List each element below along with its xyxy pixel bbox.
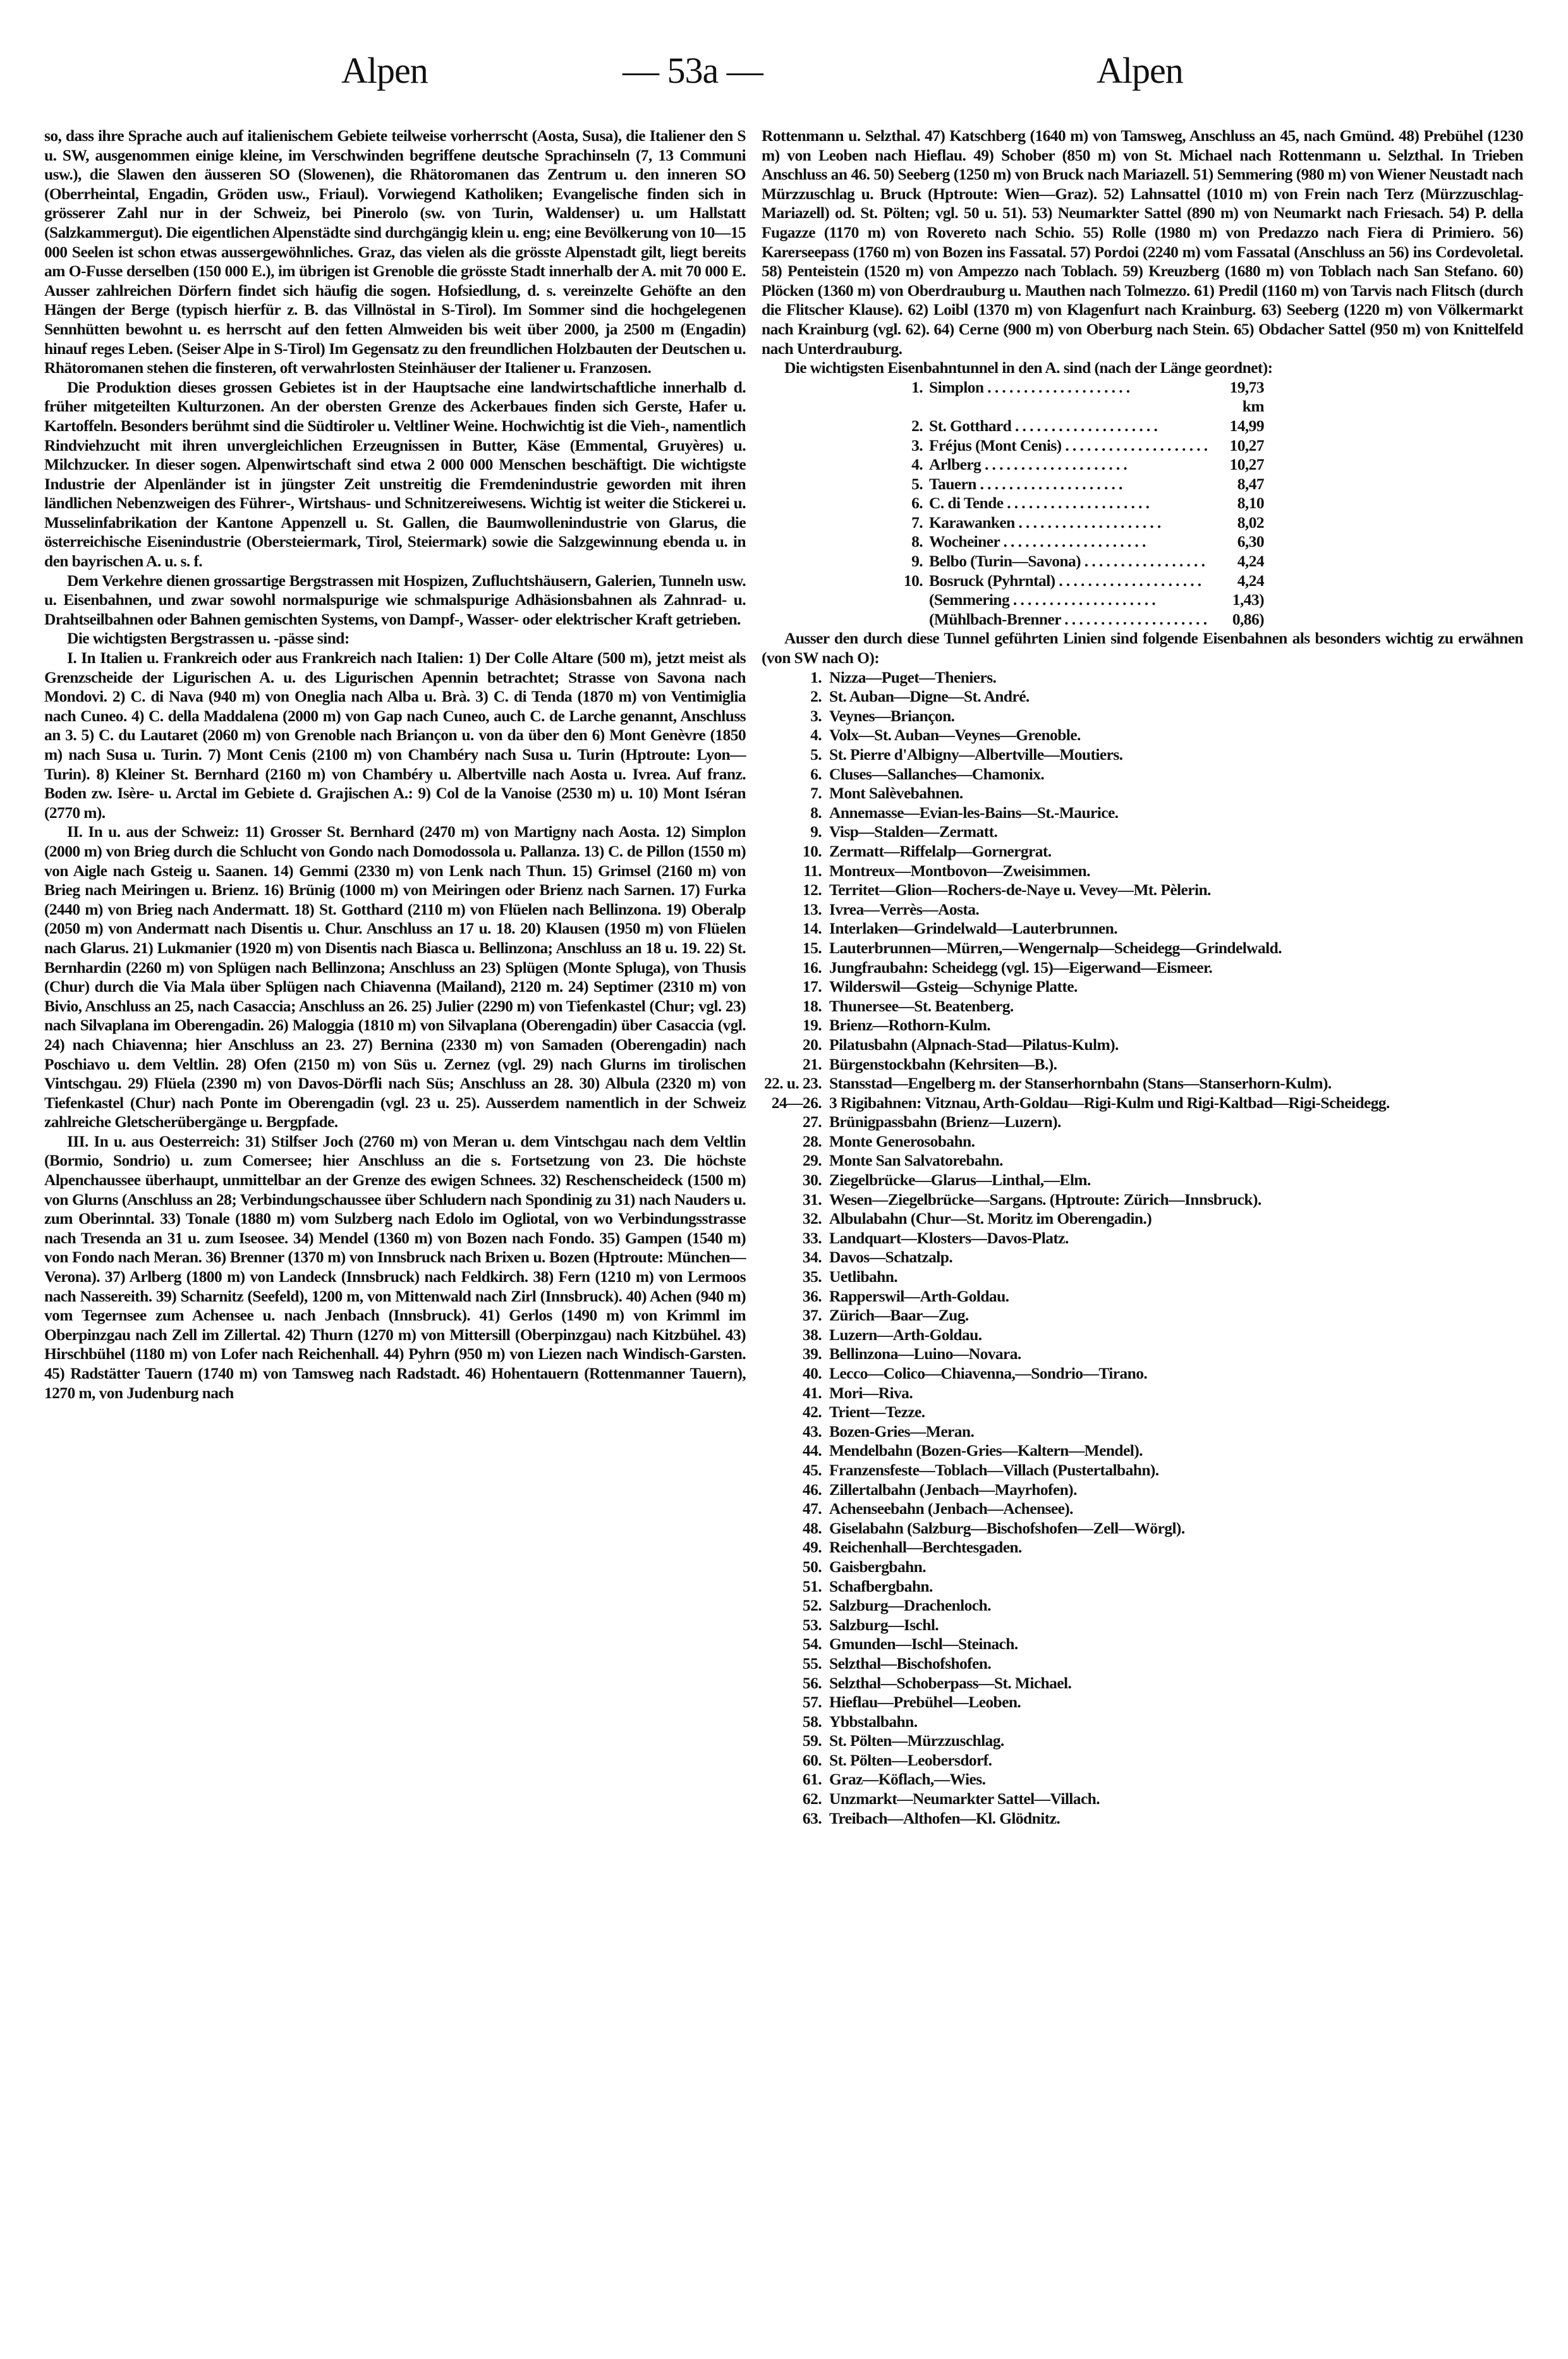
left-column [44, 126, 746, 1403]
paragraph-population: so, dass ihre Sprache auch auf italienischem Gebiete teilweise vorherrscht (Aosta, Susa), die Italiener den S u. SW, ausgenommen einige kleine, im Verschwinden begriffene deutsche Sprachinseln (7, 13 Communi usw.), die Slawen den äusseren SO (Slowenen), die Rhätoromanen das Zentrum u. den inneren SO (Oberrheintal, Engadin, Gröden usw., Friaul). Vorwiegend Katholiken; Evangelische finden sich in grösserer Zahl nur in der Schweiz, bei Pinerolo (sw. von Turin, Waldenser) u. um Hallstatt (Salzkammergut). Die eigentlichen Alpenstädte sind durchgängig klein u. eng; eine Bevölkerung von 10—15 000 Seelen ist schon etwas aussergewöhnliches. Graz, das vielen als die grösste Alpenstadt gilt, liegt bereits am O-Fusse derselben (150 000 E.), im übrigen ist Grenoble die grösste Stadt innerhalb der A. mit 70 000 E. Ausser zahlreichen Dörfern findet sich häufig die sogen. Hofsiedlung, d. s. vereinzelte Gehöfte an den Hängen der Berge (typisch hierfür z. B. das Villnöstal in S-Tirol). Im Sommer sind die hochgelegenen Sennhütten bewohnt u. es herrscht auf den fetten Almweiden bis weit über 2000, ja 2500 m (Engadin) hinauf reges Leben. (Seiser Alpe in S-Tirol) Im Gegensatz zu den freundlichen Holzbauten der Deutschen u. Rhätoromanen stehen die finsteren, oft verwahrlosten Steinhäuser der Italiener u. Franzosen. [44, 126, 746, 377]
railway-route: Interlaken—Grindelwald—Lauterbrunnen. [829, 919, 1117, 938]
railway-number: 11. [803, 861, 822, 880]
railway-route: Mori—Riva. [829, 1383, 913, 1402]
railway-number: 2. [810, 687, 822, 706]
railway-route: Bellinzona—Luino—Novara. [829, 1344, 1021, 1363]
railway-number: 15. [802, 938, 822, 957]
tunnel-length: 6,30 [1237, 532, 1264, 551]
railway-route: Veynes—Briançon. [829, 706, 955, 725]
railway-number: 28. [802, 1131, 822, 1150]
railway-route: St. Pölten—Mürzzuschlag. [829, 1731, 1004, 1750]
tunnel-name: Fréjus (Mont Cenis) . . . [929, 436, 1207, 456]
railway-number: 54. [802, 1635, 822, 1654]
railway-route: Nizza—Puget—Theniers. [829, 667, 997, 686]
railway-route: Selzthal—Schoberpass—St. Michael. [829, 1673, 1072, 1692]
railway-number: 53. [802, 1615, 822, 1634]
railway-number: 16. [802, 958, 822, 977]
railway-number: 61. [802, 1770, 822, 1789]
tunnel-name: Arlberg . . . [929, 455, 1207, 475]
railway-route: Albulabahn (Chur—St. Moritz im Oberengadin.) [829, 1209, 1152, 1228]
railway-number: 30. [802, 1171, 822, 1190]
railway-number: 1. [810, 667, 822, 686]
railway-route: Mendelbahn (Bozen-Gries—Kaltern—Mendel). [829, 1441, 1143, 1460]
railway-route: Bozen-Gries—Meran. [829, 1422, 975, 1441]
railway-number: 4. [810, 726, 822, 745]
railway-number: 50. [802, 1557, 822, 1576]
railway-route: Treibach—Althofen—Kl. Glödnitz. [829, 1808, 1061, 1827]
tunnel-number [891, 590, 929, 610]
railway-route: Visp—Stalden—Zermatt. [829, 822, 998, 841]
page-number: — 53a — [623, 50, 763, 91]
railway-route: Ybbstalbahn. [829, 1712, 918, 1731]
railway-route: Stansstad—Engelberg m. der Stanserhornbahn (Stans—Stanserhorn-Kulm). [829, 1074, 1332, 1093]
railway-number: 44. [802, 1441, 822, 1460]
railway-route: Jungfraubahn: Scheidegg (vgl. 15)—Eigerwand—Eismeer. [829, 958, 1213, 977]
railway-route: Brienz—Rothorn-Kulm. [829, 1016, 991, 1035]
tunnel-number: 6. [911, 494, 923, 513]
right-column [762, 126, 1523, 1828]
paragraph-tunnels-intro: Die wichtigsten Eisenbahntunnel in den A. sind (nach der Länge geordnet): [784, 358, 1273, 377]
railway-number: 36. [802, 1286, 822, 1305]
railway-route: Mont Salèvebahnen. [829, 784, 963, 803]
railway-number: 31. [802, 1190, 822, 1209]
tunnel-name: C. di Tende . . . [929, 494, 1207, 513]
running-head-left: Alpen [341, 50, 428, 91]
railway-route: Luzern—Arth-Goldau. [829, 1325, 982, 1344]
tunnel-name: Belbo (Turin—Savona) . . . [929, 552, 1207, 571]
railway-route: Wesen—Ziegelbrücke—Sargans. (Hptroute: Zürich—Innsbruck). [829, 1190, 1261, 1209]
tunnel-name: Bosruck (Pyhrntal) . . . [929, 571, 1207, 591]
railway-route: Zillertalbahn (Jenbach—Mayrhofen). [829, 1480, 1077, 1499]
tunnel-number: 4. [911, 455, 923, 474]
railway-number: 62. [802, 1789, 822, 1808]
railway-number: 5. [810, 745, 822, 764]
railway-number: 19. [802, 1016, 822, 1035]
railway-route: St. Pölten—Leobersdorf. [829, 1750, 992, 1769]
railway-number: 49. [802, 1538, 822, 1557]
tunnel-length: 1,43) [1232, 590, 1264, 609]
railway-number: 3. [810, 706, 822, 725]
railway-route: Selzthal—Bischofshofen. [829, 1654, 992, 1673]
railway-route: Ivrea—Verrès—Aosta. [829, 899, 980, 918]
railway-number: 34. [802, 1248, 822, 1267]
paragraph-passes-austria: III. In u. aus Oesterreich: 31) Stilfser Joch (2760 m) von Meran u. dem Vintschgau nach dem Veltlin (Bormio, Sondrio) u. zum Comersee; hier Anschluss an die s. Fortsetzung von 23. Die höchste Alpenchaussee überhaupt, unmittelbar an der Grenze des ewigen Schnees. 32) Reschenscheideck (1500 m) von Glurns (Anschluss an 28; Verbindungschaussee über Schludern nach Spondinig zu 31) nach Nauders u. zum Oberinntal. 33) Tonale (1880 m) vom Sulzberg nach Edolo im Ogliotal, von wo Verbindungsstrasse nach Tresenda an 31 u. zum Iseosee. 34) Mendel (1360 m) von Bozen nach Fondo. 35) Gampen (1540 m) von Fondo nach Meran. 36) Brenner (1370 m) von Innsbruck nach Brixen u. Bozen (Hptroute: München—Verona). 37) Arlberg (1800 m) von Landeck (Innsbruck) nach Feldkirch. 38) Fern (1210 m) von Lermoos nach Nassereith. 39) Scharnitz (Seefeld), 1200 m, von Mittenwald nach Zirl (Innsbruck). 40) Achen (940 m) vom Tegernsee zum Achensee u. nach Jenbach (Innsbruck). 41) Gerlos (1490 m) von Krimml im Oberpinzgau nach Zell im Zillertal. 42) Thurn (1270 m) von Mittersill (Oberpinzgau) nach Kitzbühel. 43) Hirschbühel (1180 m) von Lofer nach Reichenhall. 44) Pyhrn (950 m) von Liezen nach Windisch-Garsten. 45) Radstätter Tauern (1740 m) von Tamsweg nach Radstadt. 46) Hohentauern (Rottenmanner Tauern), 1270 m, von Judenburg nach [44, 1131, 746, 1402]
tunnel-name: St. Gotthard . . . [929, 417, 1207, 436]
railway-route: Schafbergbahn. [829, 1576, 933, 1595]
railway-route: Volx—St. Auban—Veynes—Grenoble. [829, 726, 1081, 745]
railway-route: Giselabahn (Salzburg—Bischofshofen—Zell—Wörgl). [829, 1518, 1185, 1537]
tunnel-name: Wocheiner . . . [929, 532, 1207, 552]
railway-route: Lauterbrunnen—Mürren,—Wengernalp—Scheidegg—Grindelwald. [829, 938, 1282, 957]
tunnel-name: (Semmering . . . [929, 590, 1207, 610]
railway-route: Wilderswil—Gsteig—Schynige Platte. [829, 977, 1078, 996]
railway-route: Brünigpassbahn (Brienz—Luzern). [829, 1112, 1061, 1131]
railway-route: Rapperswil—Arth-Goldau. [829, 1286, 1009, 1305]
railway-number: 35. [802, 1267, 822, 1286]
tunnel-number: 2. [911, 416, 923, 435]
railway-number: 24—26. [771, 1093, 822, 1112]
tunnel-number: 1. [911, 377, 923, 396]
tunnel-length: 10,27 [1229, 455, 1264, 474]
railway-number: 39. [802, 1344, 822, 1363]
railway-route: Cluses—Sallanches—Chamonix. [829, 764, 1045, 783]
paragraph-railways-intro: Ausser den durch diese Tunnel geführten Linien sind folgende Eisenbahnen als besonders wichtig zu erwähnen (von SW nach O): [762, 629, 1523, 667]
railway-number: 27. [802, 1112, 822, 1131]
railway-route: Salzburg—Ischl. [829, 1615, 939, 1634]
railway-number: 33. [802, 1228, 822, 1247]
railway-number: 13. [802, 899, 822, 918]
running-head-right: Alpen [1097, 50, 1183, 91]
railway-number: 48. [802, 1518, 822, 1537]
railway-number: 22. u. 23. [763, 1074, 822, 1093]
railway-route: Gmunden—Ischl—Steinach. [829, 1635, 1018, 1654]
tunnel-length: 4,24 [1237, 552, 1264, 571]
tunnel-number [891, 610, 929, 630]
tunnel-number: 10. [903, 571, 923, 590]
railway-number: 37. [802, 1306, 822, 1325]
railway-route: St. Auban—Digne—St. André. [829, 687, 1030, 706]
railway-number: 29. [802, 1151, 822, 1170]
railway-route: Zürich—Baar—Zug. [829, 1306, 969, 1325]
railway-route: Davos—Schatzalp. [829, 1248, 953, 1267]
railway-number: 17. [802, 977, 822, 996]
tunnel-length: 8,10 [1237, 494, 1264, 513]
tunnel-number: 3. [911, 436, 923, 454]
railway-number: 21. [802, 1054, 822, 1073]
paragraph-passes-continued: Rottenmann u. Selzthal. 47) Katschberg (1640 m) von Tamsweg, Anschluss an 45, nach Gmünd. 48) Prebühel (1230 m) von Leoben nach Hieflau. 49) Schober (850 m) von St. Michael nach Rottenmann u. Selzthal. In Trieben Anschluss an 46. 50) Seeberg (1250 m) von Bruck nach Mariazell. 51) Semmering (980 m) von Wiener Neustadt nach Mürzzuschlag u. Bruck (Hptroute: Wien—Graz). 52) Lahnsattel (1010 m) von Frein nach Terz (Mürzzuschlag-Mariazell) od. St. Pölten; vgl. 50 u. 51). 53) Neumarkter Sattel (890 m) von Neumarkt nach Friesach. 54) P. della Fugazze (1170 m) von Rovereto nach Schio. 55) Rolle (1980 m) von Predazzo nach Fiera di Primiero. 56) Karerseepass (1760 m) von Bozen ins Fassatal. 57) Pordoi (2240 m) vom Fassatal (Anschluss an 56) ins Cordevoletal. 58) Penteistein (1520 m) von Ampezzo nach Toblach. 59) Kreuzberg (1680 m) von Toblach nach San Stefano. 60) Plöcken (1360 m) von Oberdrauburg u. Mauthen nach Tolmezzo. 61) Predil (1160 m) von Tarvis nach Flitsch (durch die Flitscher Klause). 62) Loibl (1370 m) von Klagenfurt nach Krainburg. 63) Seeberg (1220 m) von Völkermarkt nach Krainburg (vgl. 62). 64) Cerne (900 m) von Oberburg nach Stein. 65) Obdacher Sattel (950 m) von Knittelfeld nach Unterdrauburg. [762, 126, 1523, 358]
railway-route: Landquart—Klosters—Davos-Platz. [829, 1228, 1069, 1247]
tunnel-number: 9. [911, 552, 923, 571]
tunnel-name: Simplon . . . [929, 378, 1207, 417]
railway-number: 51. [802, 1576, 822, 1595]
railway-route: Monte San Salvatorebahn. [829, 1151, 1003, 1170]
railway-route: Graz—Köflach,—Wies. [829, 1770, 986, 1789]
railway-route: Pilatusbahn (Alpnach-Stad—Pilatus-Kulm). [829, 1035, 1119, 1054]
railway-number: 9. [810, 822, 822, 841]
railway-number: 41. [802, 1383, 822, 1402]
railway-route: Uetlibahn. [829, 1267, 898, 1286]
railway-route: 3 Rigibahnen: Vitznau, Arth-Goldau—Rigi-Kulm und Rigi-Kaltbad—Rigi-Scheidegg. [829, 1093, 1390, 1112]
railway-list [762, 668, 1523, 1829]
tunnel-name: Karawanken . . . [929, 513, 1207, 533]
tunnel-length: 8,47 [1237, 474, 1264, 493]
railway-number: 32. [802, 1209, 822, 1228]
railway-number: 43. [802, 1422, 822, 1441]
tunnel-number: 5. [911, 474, 923, 493]
railway-route: Reichenhall—Berchtesgaden. [829, 1538, 1022, 1557]
railway-number: 47. [802, 1499, 822, 1518]
railway-route: Trient—Tezze. [829, 1403, 925, 1422]
railway-number: 57. [802, 1693, 822, 1712]
railway-route: Gaisbergbahn. [829, 1557, 927, 1576]
railway-number: 45. [802, 1460, 822, 1479]
railway-number: 60. [802, 1750, 822, 1769]
railway-number: 63. [802, 1808, 822, 1827]
tunnel-length: 8,02 [1237, 513, 1264, 532]
paragraph-production: Die Produktion dieses grossen Gebietes ist in der Hauptsache eine landwirtschaftliche innerhalb d. früher mitgeteilten Kulturzonen. An der obersten Grenze des Ackerbaues finden sich Gerste, Hafer u. Kartoffeln. Besonders berühmt sind die Südtiroler u. Veltliner Weine. Hochwichtig ist die Vieh-, namentlich Rindviehzucht mit ihren unvergleichlichen Erzeugnissen in Butter, Käse (Emmental, Gruyères) u. Milchzucker. In dieser sogen. Alpenwirtschaft sind etwa 2 000 000 Menschen beschäftigt. Die wichtigste Industrie der Alpenländer ist in jüngster Zeit unstreitig die Fremdenindustrie geworden mit ihren ländlichen Nebenzweigen des Führer-, Wirtshaus- und Schnitzereiwesens. Wichtig ist weiter die Stickerei u. Musselinfabrikation der Kantone Appenzell u. St. Gallen, die Baumwollenindustrie von Glarus, die österreichische Eisenindustrie (Obersteiermark, Tirol, Steiermark) sowie die Salzgewinnung ebenda u. in den bayrischen A. u. s. f. [44, 377, 746, 571]
railway-route: Ziegelbrücke—Glarus—Linthal,—Elm. [829, 1171, 1091, 1190]
railway-number: 8. [810, 803, 822, 822]
railway-number: 40. [802, 1364, 822, 1382]
railway-number: 20. [802, 1035, 822, 1054]
railway-number: 7. [810, 784, 822, 803]
railway-route: Lecco—Colico—Chiavenna,—Sondrio—Tirano. [829, 1364, 1148, 1382]
railway-route: Zermatt—Riffelalp—Gornergrat. [829, 841, 1052, 860]
paragraph-passes-switzerland: II. In u. aus der Schweiz: 11) Grosser St. Bernhard (2470 m) von Martigny nach Aosta. 12) Simplon (2000 m) von Brieg durch die Schlucht von Gondo nach Domodossola u. Pallanza. 13) C. de Pillon (1550 m) von Aigle nach Gsteig u. Saanen. 14) Gemmi (2330 m) von Lenk nach Thun. 15) Grimsel (2160 m) von Brieg nach Meiringen u. Brienz. 16) Brünig (1000 m) von Meiringen oder Brienz nach Sarnen. 17) Furka (2440 m) von Brieg nach Andermatt. 18) St. Gotthard (2110 m) von Flüelen nach Bellinzona. 19) Oberalp (2050 m) von Andermatt nach Disentis u. Chur. Anschluss an 17 u. 18. 20) Klausen (1950 m) von Flüelen nach Glarus. 21) Lukmanier (1920 m) von Disentis nach Biasca u. Bellinzona; Anschluss an 18 u. 19. 22) St. Bernhardin (2260 m) von Splügen nach Bellinzona; Anschluss an 23) Splügen (Monte Spluga), von Thusis (Chur) durch die Via Mala über Splügen nach Chiavenna (Mailand), 2120 m. 24) Septimer (2310 m) von Bivio, Anschluss an 25, nach Casaccia; Anschluss an 26. 25) Julier (2290 m) von Tiefenkastel (Chur; vgl. 23) nach Silvaplana im Oberengadin. 26) Maloggia (1810 m) von Silvaplana (Oberengadin) über Casaccia (vgl. 24) nach Chiavenna; hier Anschluss an 23. 27) Bernina (2330 m) von Samaden (Oberengadin) nach Poschiavo u. dem Veltlin. 28) Ofen (2150 m) von Süs u. Zernez (vgl. 29) nach Glurns im tirolischen Vintschgau. 29) Flüela (2390 m) von Davos-Dörfli nach Süs; Anschluss an 28. 30) Albula (2320 m) von Tiefenkastel (Chur) nach Ponte im Oberengadin (vgl. 23 u. 25). Ausserdem namentlich in der Schweiz zahlreiche Gletscherübergänge u. Bergpfade. [44, 822, 746, 1131]
railway-route: Monte Generosobahn. [829, 1131, 975, 1150]
railway-number: 12. [802, 881, 822, 899]
paragraph-passes-heading: Die wichtigsten Bergstrassen u. -pässe sind: [67, 629, 349, 648]
railway-number: 10. [802, 841, 822, 860]
railway-number: 52. [802, 1596, 822, 1615]
railway-route: Achenseebahn (Jenbach—Achensee). [829, 1499, 1073, 1518]
tunnel-number: 7. [911, 513, 923, 532]
railway-number: 6. [810, 764, 822, 783]
tunnel-length: 19,73 km [1229, 377, 1264, 416]
railway-route: Territet—Glion—Rochers-de-Naye u. Vevey—Mt. Pèlerin. [829, 881, 1211, 899]
railway-route: Hieflau—Prebühel—Leoben. [829, 1693, 1021, 1712]
railway-route: Bürgenstockbahn (Kehrsiten—B.). [829, 1054, 1057, 1073]
railway-route: Montreux—Montbovon—Zweisimmen. [829, 861, 1090, 880]
railway-route: Salzburg—Drachenloch. [829, 1596, 991, 1615]
tunnel-length: 10,27 [1229, 436, 1264, 454]
tunnel-length: 4,24 [1237, 571, 1264, 590]
railway-number: 18. [802, 996, 822, 1015]
paragraph-passes-italy-france: I. In Italien u. Frankreich oder aus Frankreich nach Italien: 1) Der Colle Altare (500 m), jetzt meist als Grenzscheide der Ligurischen A. u. des Ligurischen Apennin betrachtet; Strasse von Savona nach Mondovi. 2) C. di Nava (940 m) von Oneglia nach Alba u. Brà. 3) C. di Tenda (1870 m) von Ventimiglia nach Cuneo. 4) C. della Maddalena (2000 m) von Gap nach Cuneo, auch C. de Larche genannt, Anschluss an 3. 5) C. du Lautaret (2060 m) von Grenoble nach Briançon u. von da über den 6) Mont Genèvre (1850 m) nach Susa u. Turin. 7) Mont Cenis (2100 m) von Chambéry nach Susa u. Turin (Hptroute: Lyon—Turin). 8) Kleiner St. Bernhard (2160 m) von Chambéry u. Albertville nach Aosta u. Ivrea. Auf franz. Boden zw. Isère- u. Arctal im Gebiete d. Grajischen A.: 9) Col de la Vanoise (2530 m) u. 10) Mont Iséran (2770 m). [44, 649, 746, 822]
tunnel-name: Tauern . . . [929, 475, 1207, 494]
tunnel-list [891, 378, 1523, 630]
railway-number: 42. [802, 1403, 822, 1422]
paragraph-traffic: Dem Verkehre dienen grossartige Bergstrassen mit Hospizen, Zufluchtshäusern, Galerien, Tunneln usw. u. Eisenbahnen, und zwar sowohl normalspurige wie schmalspurige Adhäsionsbahnen als Zahnrad- u. Drahtseilbahnen oder Bahnen gemischten Systems, von Dampf-, Wasser- oder elektrischer Kraft getrieben. [44, 571, 746, 628]
railway-number: 59. [802, 1731, 822, 1750]
railway-route: Unzmarkt—Neumarkter Sattel—Villach. [829, 1789, 1100, 1808]
railway-number: 14. [802, 919, 822, 938]
tunnel-name: (Mühlbach-Brenner . . . [929, 610, 1207, 630]
railway-number: 38. [802, 1325, 822, 1344]
tunnel-length: 14,99 [1229, 416, 1264, 435]
tunnel-length: 0,86) [1232, 609, 1264, 628]
railway-route: Thunersee—St. Beatenberg. [829, 996, 1014, 1015]
railway-route: Franzensfeste—Toblach—Villach (Pustertalbahn). [829, 1460, 1159, 1479]
railway-number: 46. [802, 1480, 822, 1499]
railway-number: 56. [802, 1673, 822, 1692]
railway-number: 55. [802, 1654, 822, 1673]
railway-route: Annemasse—Evian-les-Bains—St.-Maurice. [829, 803, 1119, 822]
railway-number: 58. [802, 1712, 822, 1731]
tunnel-number: 8. [911, 532, 923, 551]
railway-route: St. Pierre d'Albigny—Albertville—Moutiers. [829, 745, 1123, 764]
